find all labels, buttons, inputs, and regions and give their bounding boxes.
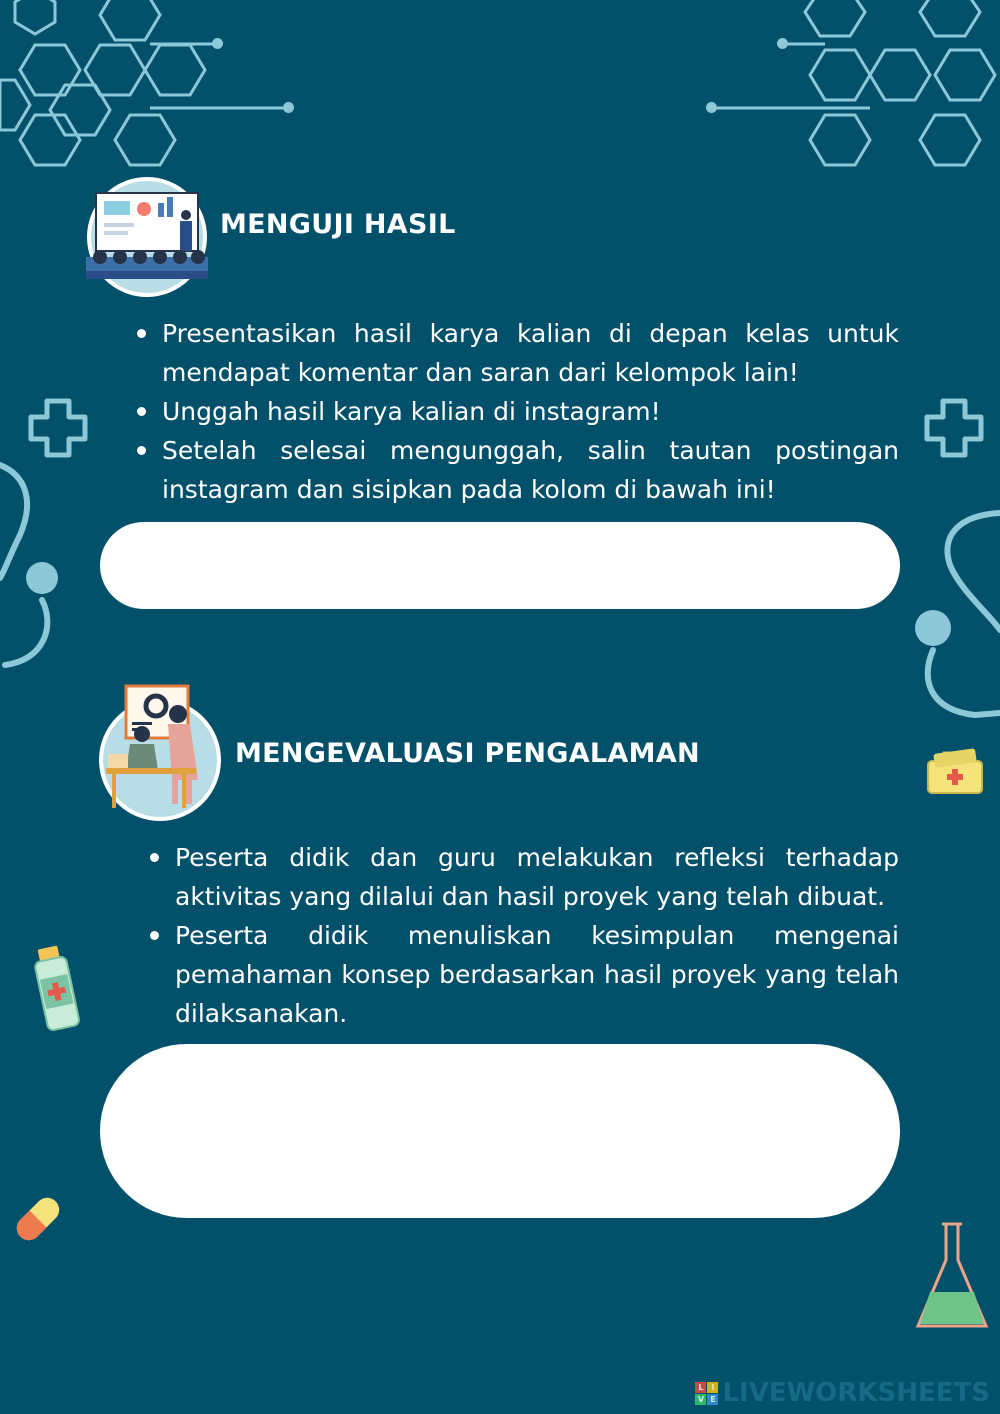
flask-icon [912, 1220, 992, 1335]
list-item: Peserta didik dan guru melakukan refleksi terhadap aktivitas yang dilalui dan hasil proyek yang telah dibuat. [175, 838, 899, 916]
hexagon-node [706, 102, 717, 113]
liveworksheets-watermark [695, 1378, 990, 1408]
list-item: Unggah hasil karya kalian di instagram! [162, 392, 899, 431]
section2-bullet-list [175, 838, 899, 1033]
liveworksheets-logo-icon: L I V E [695, 1382, 718, 1405]
conclusion-textarea[interactable] [100, 1044, 900, 1218]
instagram-link-input[interactable] [100, 522, 900, 609]
hexagon-network-icon [700, 0, 1000, 175]
hexagon-node [777, 38, 788, 49]
medical-cross-icon [27, 397, 89, 459]
hexagon-network-icon [0, 0, 300, 175]
section-title-mengevaluasi-pengalaman: MENGEVALUASI PENGALAMAN [235, 738, 700, 769]
list-item: Peserta didik menuliskan kesimpulan mengenai pemahaman konsep berdasarkan hasil proyek yang telah dilaksanakan. [175, 916, 899, 1033]
section1-bullet-list [162, 314, 899, 509]
capsule-icon [12, 1192, 64, 1246]
medicine-bottle-icon [28, 942, 90, 1034]
hexagon-node [283, 102, 294, 113]
section-title-menguji-hasil: MENGUJI HASIL [220, 209, 456, 240]
first-aid-kit-icon [922, 745, 988, 797]
medical-cross-icon [923, 397, 985, 459]
watermark-text: LIVEWORKSHEETS [722, 1378, 990, 1408]
stethoscope-icon [0, 460, 80, 675]
teacher-student-illustration-icon [98, 684, 223, 824]
stethoscope-icon [905, 505, 1000, 730]
presentation-illustration-icon [82, 175, 212, 300]
hexagon-node [212, 38, 223, 49]
list-item: Setelah selesai mengunggah, salin tautan postingan instagram dan sisipkan pada kolom di bawah ini! [162, 431, 899, 509]
list-item: Presentasikan hasil karya kalian di depan kelas untuk mendapat komentar dan saran dari kelompok lain! [162, 314, 899, 392]
